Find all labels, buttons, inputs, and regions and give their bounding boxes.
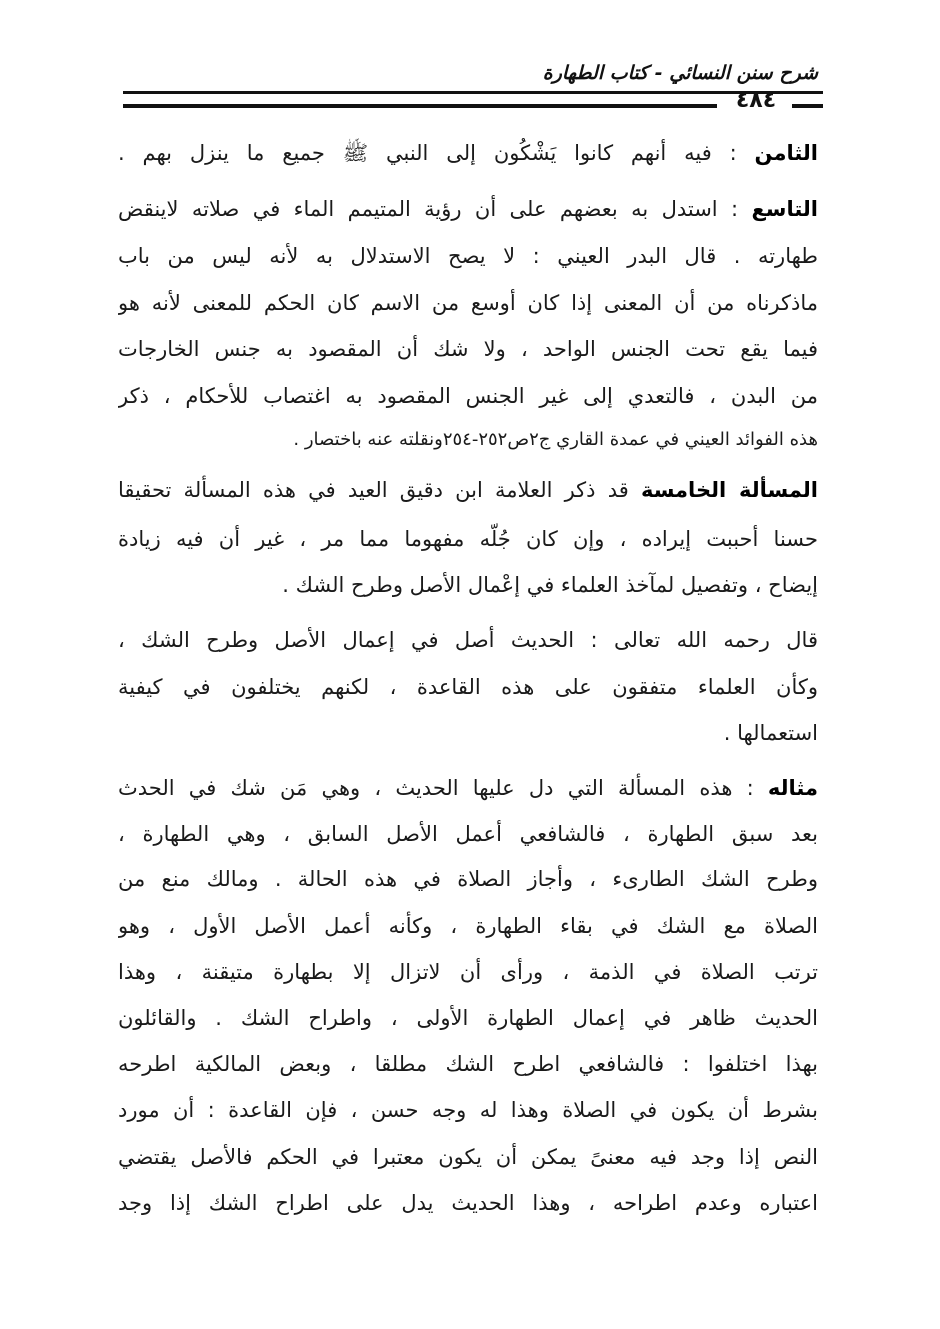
text-line [118, 240, 818, 274]
line-text: بشرط أن يكون في الصلاة وهذا له وجه حسن ، فإن القاعدة : أن مورد [118, 1098, 818, 1122]
text-line [118, 1048, 818, 1082]
line-text: وكأن العلماء متفقون على هذه القاعدة ، لكنهم يختلفون في كيفية [118, 675, 818, 699]
text-line [118, 910, 818, 944]
line-text: من البدن ، فالتعدي إلى غير الجنس المقصود به اغتصاب للأحكام ، ذكر [118, 384, 818, 408]
text-line [118, 523, 818, 557]
text-line [118, 474, 818, 508]
running-title: شرح سنن النسائي - كتاب الطهارة [542, 62, 818, 84]
line-text: اعتباره وعدم اطراحه ، وهذا الحديث يدل على اطراح الشك إذا وجد [118, 1191, 818, 1215]
text-line [118, 1094, 818, 1128]
line-text: بعد سبق الطهارة ، فالشافعي أعمل الأصل السابق ، وهي الطهارة ، [118, 822, 818, 846]
line-text: حسنا أحببت إيراده ، وإن كان جُلّه مفهوما مما مر ، غير أن فيه زيادة [118, 527, 818, 551]
paragraph-heading: التاسع [751, 197, 818, 221]
text-line [118, 671, 818, 705]
text-line [118, 380, 818, 414]
text-line [118, 287, 818, 321]
text-line [118, 424, 818, 458]
text-line [118, 717, 818, 751]
line-text: ماذكرناه من أن المعنى إذا كان أوسع من الاسم كان الحكم للمعنى لأنه هو [118, 291, 818, 315]
text-line [118, 772, 818, 806]
text-line [118, 956, 818, 990]
text-line [118, 1141, 818, 1175]
text-line [118, 863, 818, 897]
line-text: هذه الفوائد العيني في عمدة القاري ج٢ص٢٥٢-٢٥٤ونقلته عنه باختصار . [293, 429, 818, 450]
line-text: الصلاة مع الشك في بقاء الطهارة ، وكأنه أعمل الأصل الأول ، وهو [118, 914, 818, 938]
header-rule-top [123, 91, 823, 94]
line-text: : فيه أنهم كانوا يَشْكُون إلى النبي ﷺ جميع ما ينزل بهم . [118, 141, 755, 165]
text-line [118, 193, 818, 227]
line-text: : استدل به بعضهم على أن رؤية المتيمم الماء في صلاته لاينقض [118, 197, 752, 221]
line-text: طهارته . قال البدر العيني : لا يصح الاستدلال به لأنه ليس من باب [118, 244, 818, 268]
header-rule-right [792, 104, 823, 108]
line-text: : هذه المسألة التي دل عليها الحديث ، وهي مَن شك في الحدث [118, 776, 768, 800]
line-text: النص إذا وجد فيه معنىً يمكن أن يكون معتبرا في الحكم فالأصل يقتضي [118, 1145, 818, 1169]
line-text: بهذا اختلفوا : فالشافعي اطرح الشك مطلقا ، وبعض المالكية اطرحه [118, 1052, 818, 1076]
text-line [118, 624, 818, 658]
line-text: ترتب الصلاة في الذمة ، ورأى أن لاتزال إلا بطهارة متيقنة ، وهذا [118, 960, 818, 984]
line-text: فيما يقع تحت الجنس الواحد ، ولا شك أن المقصود به جنس الخارجات [118, 337, 818, 361]
text-line [118, 569, 818, 603]
line-text: قال رحمه الله تعالى : الحديث أصل في إعمال الأصل وطرح الشك ، [118, 628, 818, 652]
text-line [118, 1002, 818, 1036]
paragraph-heading: مثاله [767, 776, 818, 800]
text-line [118, 333, 818, 367]
line-text: الحديث ظاهر في إعمال الطهارة الأولى ، واطراح الشك . والقائلون [118, 1006, 818, 1030]
text-line [118, 1187, 818, 1221]
paragraph-heading: الثامن [754, 141, 818, 165]
line-text: إيضاح ، وتفصيل لمآخذ العلماء في إعْمال الأصل وطرح الشك . [282, 573, 818, 597]
line-text: وطرح الشك الطارىء ، وأجاز الصلاة في هذه الحالة . ومالك منع من [118, 867, 818, 891]
page-number: ٤٨٤ [735, 88, 777, 113]
line-text: استعمالها . [723, 721, 818, 745]
header-rule-bottom [123, 104, 717, 108]
line-text: قد ذكر العلامة ابن دقيق العيد في هذه المسألة تحقيقا [118, 478, 641, 502]
text-line [118, 818, 818, 852]
paragraph-heading: المسألة الخامسة [640, 478, 818, 502]
text-line [118, 137, 818, 171]
